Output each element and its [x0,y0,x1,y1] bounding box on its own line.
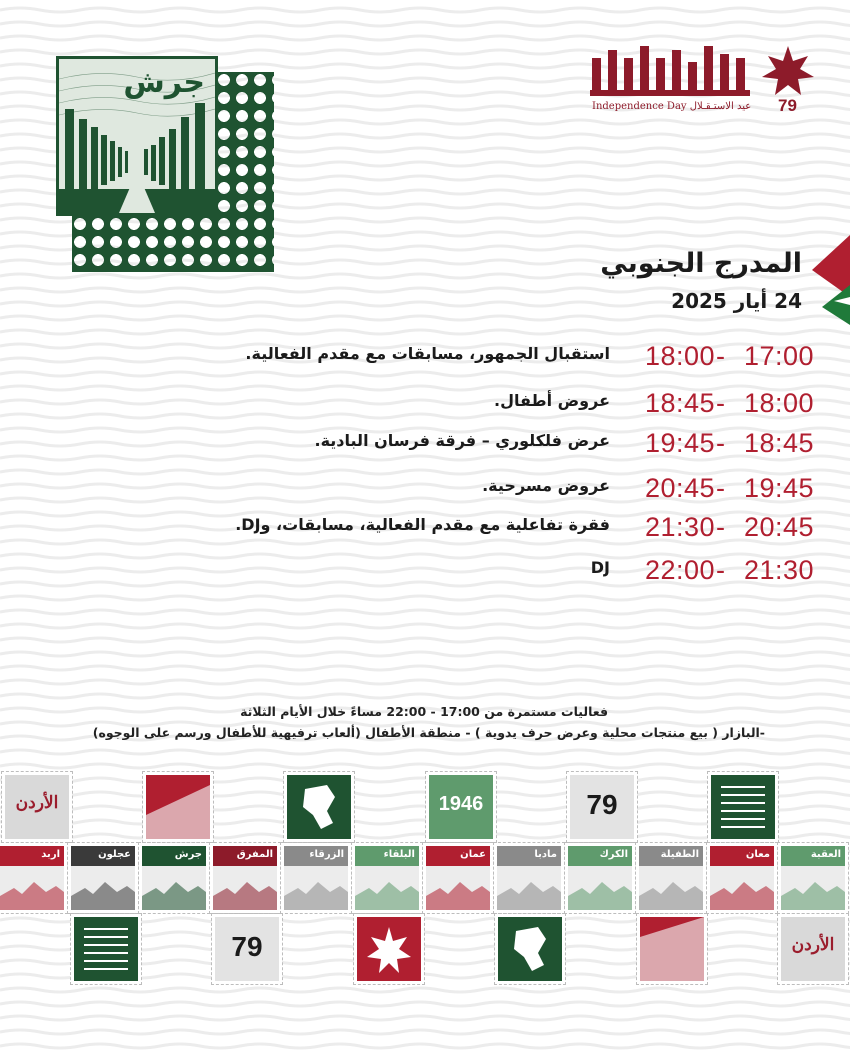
jordan-map-icon [287,775,351,839]
city-stamp [352,843,422,913]
landmark-icon [497,866,561,910]
city-label: اربد [41,849,60,860]
schedule-row [0,388,850,424]
activity-text: عروض أطفال. [494,391,610,410]
time-start: 21:30 [744,555,815,585]
text-stamp [708,772,778,842]
logo-number: 79 [778,96,797,115]
schedule-row [0,428,850,464]
star-stamp [354,914,424,984]
keffiyeh-pattern-icon [146,775,210,839]
landmark-icon [284,866,348,910]
jordan-word-stamp: الأردن [2,772,72,842]
city-label: الزرقاء [309,849,344,860]
city-label: عجلون [98,849,131,860]
time-end: 19:45 [645,428,716,458]
time-start: 20:45 [744,512,815,542]
footer-note-activities: -البازار ( بيع منتجات محلية وعرض حرف يدوية ) - منطقة الأطفال (ألعاب ترفيهية للأطفال ورسم على الوجوه) [92,725,765,740]
city-stamp [281,843,351,913]
city-stamp [565,843,635,913]
city-label: عمان [460,849,486,860]
time-dash: - [716,388,726,418]
city-label: الكرك [599,849,628,860]
city-stamp [423,843,493,913]
map-stamp [284,772,354,842]
schedule-row [0,555,850,591]
activity-text: استقبال الجمهور، مسابقات مع مقدم الفعالية. [245,344,610,363]
time-dash: - [716,341,726,371]
star-icon [762,46,814,95]
activity-text: عرض فلكلوري – فرقة فرسان البادية. [314,431,610,450]
landmark-icon [568,866,632,910]
landmark-icon [639,866,703,910]
flag-triangle-icon [812,235,850,325]
landmark-icon [710,866,774,910]
seventy-nine-stamp [212,914,282,984]
time-start: 19:45 [744,473,815,503]
landmark-icon [71,866,135,910]
time-end: 18:45 [645,388,716,418]
schedule-row [0,512,850,548]
time-start: 18:00 [744,388,815,418]
city-label: معان [745,849,770,860]
jordan-map-icon [498,917,562,981]
landmark-icon [781,866,845,910]
year-stamp [426,772,496,842]
star-icon [357,917,421,981]
map-stamp [495,914,565,984]
city-label: جرش [174,849,202,860]
jerash-stamp [36,36,238,236]
time-dash: - [716,512,726,542]
city-label: المفرق [236,849,273,860]
year-1946: 1946 [438,793,484,815]
landmark-icon [355,866,419,910]
time-dash: - [716,473,726,503]
time-end: 20:45 [645,473,716,503]
city-stamp [68,843,138,913]
activity-text: DJ [590,558,610,577]
schedule-row [0,341,850,377]
time-start: 17:00 [744,341,815,371]
pattern-stamp [143,772,213,842]
city-label: البلقاء [383,849,415,860]
city-stamp [494,843,564,913]
seventy-nine-stamp [567,772,637,842]
activity-text: عروض مسرحية. [482,476,610,495]
landmark-icon [142,866,206,910]
landmark-icon [213,866,277,910]
seventy-nine-text: 79 [231,931,263,962]
seventy-nine-text: 79 [586,789,618,820]
city-label: العقبة [810,849,841,860]
time-end: 18:00 [645,341,716,371]
pattern-stamp [637,914,707,984]
text-lines-icon [711,775,775,839]
time-dash: - [716,428,726,458]
jordan-word-stamp: الأردن [778,914,848,984]
landmark-icon [426,866,490,910]
city-stamp [636,843,706,913]
keffiyeh-pattern-icon [640,917,704,981]
stamp-city-title: جرش [123,65,205,100]
time-end: 21:30 [645,512,716,542]
landmark-icon [0,866,64,910]
city-stamp [210,843,280,913]
venue-title: المدرج الجنوبي [600,248,802,279]
text-stamp [71,914,141,984]
schedule-row [0,473,850,509]
event-date: 24 أيار 2025 [671,289,802,313]
activity-text: فقرة تفاعلية مع مقدم الفعالية، مسابقات، وDJ. [235,515,610,534]
city-label: مادبا [534,849,557,860]
time-dash: - [716,555,726,585]
text-lines-icon [74,917,138,981]
city-stamp [0,843,67,913]
city-stamp [778,843,848,913]
city-stamp [139,843,209,913]
city-stamp [707,843,777,913]
time-start: 18:45 [744,428,815,458]
time-end: 22:00 [645,555,716,585]
logo-caption: Independence Day عيد الاستـقـلال [592,101,752,112]
city-label: الطفيلة [660,849,699,860]
footer-note-hours: فعاليات مستمرة من 17:00 - 22:00 مساءً خلال الأيام الثلاثة [240,704,608,719]
